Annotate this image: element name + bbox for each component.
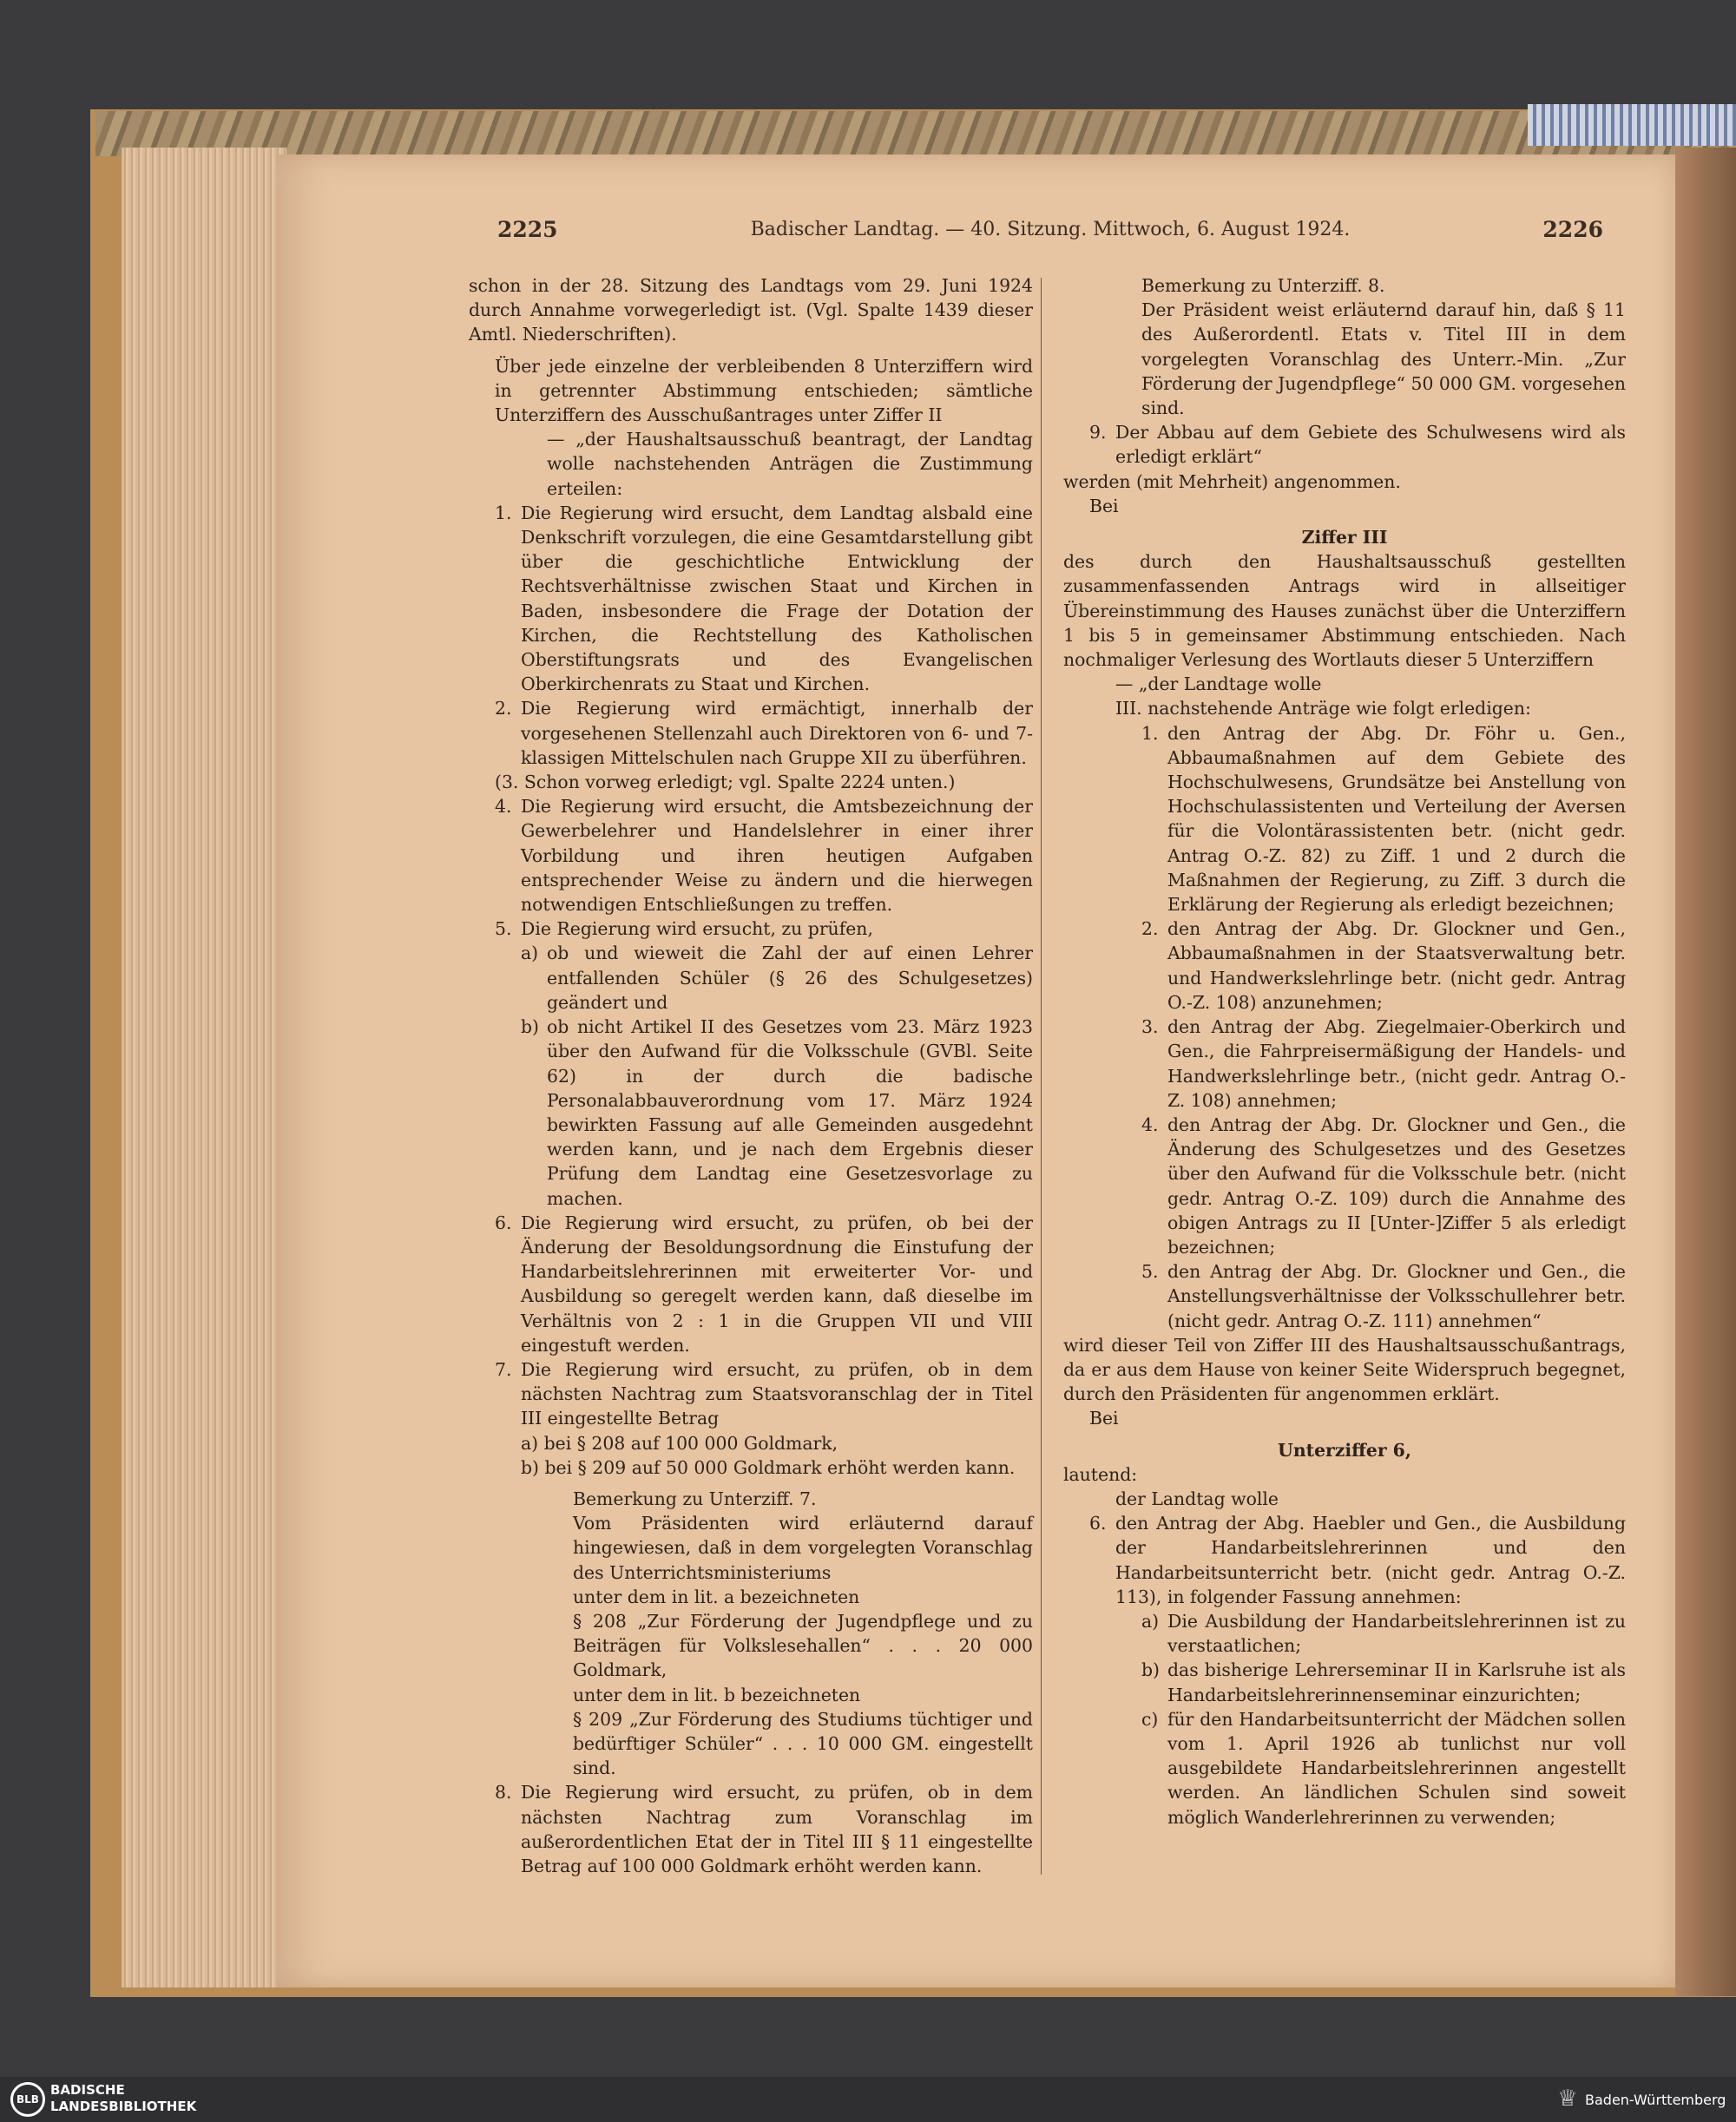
item-number: a)	[1141, 1610, 1160, 1632]
paragraph: schon in der 28. Sitzung des Landtags vom 29. Juni 1924 durch Annahme vorwegerledigt ist. (Vgl. Spalte 1439 dieser Amtl. Niederschriften).	[469, 275, 1033, 345]
paragraph: Ziffer III	[1301, 527, 1388, 549]
paragraph	[1063, 916, 1626, 1015]
item-number: 4.	[1141, 1114, 1159, 1135]
paragraph	[1063, 1707, 1626, 1830]
item-number: 3.	[1141, 1016, 1159, 1038]
paragraph: § 209 „Zur Förderung des Studiums tüchtiger und bedürftiger Schüler“ . . . 10 000 GM. eingestellt sind.	[573, 1708, 1033, 1779]
paragraph	[469, 794, 1033, 916]
paragraph: Vom Präsidenten wird erläuternd darauf hingewiesen, daß in dem vorgelegten Voranschlag des Unterrichtsministeriums	[573, 1513, 1033, 1583]
item-text: den Antrag der Abg. Dr. Glockner und Gen., Abbaumaßnahmen in der Staatsverwaltung betr. und Handwerkslehrlinge betr. (nicht gedr. Antrag O.-Z. 108) anzunehmen;	[1167, 918, 1626, 1013]
paragraph: b) bei § 209 auf 50 000 Goldmark erhöht werden kann.	[521, 1456, 1016, 1478]
paragraph	[1063, 1113, 1626, 1259]
item-text: Die Regierung wird ersucht, zu prüfen, ob in dem nächsten Nachtrag zum Staatsvoranschlag der in Titel III eingestellte Betrag	[521, 1358, 1033, 1429]
state-name[interactable]: Baden-Württemberg	[1585, 2092, 1726, 2108]
item-text: Die Regierung wird ersucht, dem Landtag alsbald eine Denkschrift vorzulegen, die eine Gesamtdarstellung gibt über die geschichtliche Entwicklung der Rechtsverhältnisse zwischen Staat und Kirchen in Baden, insbesondere die Frage der Dotation der Kirchen, die Rechtstellung des Katholischen Oberstiftungsrats und des Evangelischen Oberkirchenrats zu Staat und Kirchen.	[521, 502, 1033, 695]
paragraph	[469, 941, 1033, 1015]
paragraph	[469, 696, 1033, 770]
paragraph: Über jede einzelne der verbleibenden 8 Unterziffern wird in getrennter Abstimmung entschieden; sämtliche Unterziffern des Ausschußantrages unter Ziffer II	[495, 355, 1033, 426]
item-text: Die Regierung wird ersucht, zu prüfen,	[521, 918, 873, 940]
paragraph: werden (mit Mehrheit) angenommen.	[1063, 470, 1401, 492]
paragraph: Bei	[1089, 1408, 1119, 1429]
left-column	[469, 273, 1033, 1879]
paragraph	[1063, 1609, 1626, 1658]
paragraph	[469, 1015, 1033, 1211]
item-text: den Antrag der Abg. Ziegelmaier-Oberkirch und Gen., die Fahrpreisermäßigung der Handels- und Handwerkslehrlinge betr., (nicht gedr. Antrag O.-Z. 108) annehmen;	[1167, 1016, 1626, 1111]
footer-bar	[0, 2077, 1736, 2122]
right-page-number: 2226	[1542, 217, 1603, 242]
item-text: für den Handarbeitsunterricht der Mädchen sollen vom 1. April 1926 ab tunlichst nur voll ausgebildete Handarbeitslehrerinnen angestellt werden. An ländlichen Schulen sind soweit möglich Wanderlehrerinnen zu verwenden;	[1167, 1708, 1626, 1828]
item-number: 1.	[495, 502, 512, 523]
paragraph: des durch den Haushaltsausschuß gestellten zusammenfassenden Antrags wird in allseitiger Übereinstimmung des Hauses zunächst über die Unterziffern 1 bis 5 in gemeinsamer Abstimmung entschieden. Nach nochmaliger Verlesung des Wortlauts dieser 5 Unterziffern	[1063, 551, 1626, 671]
item-text: Die Regierung wird ersucht, zu prüfen, ob in dem nächsten Nachtrag zum Voranschlag im außerordentlichen Etat der in Titel III § 11 eingestellte Betrag auf 100 000 Goldmark erhöht werden kann.	[521, 1782, 1033, 1876]
item-number: 6.	[495, 1212, 512, 1233]
item-text: Die Regierung wird ermächtigt, innerhalb der vorgesehenen Stellenzahl auch Direktoren von 6- und 7-klassigen Mittelschulen nach Gruppe XII zu überführen.	[521, 698, 1033, 768]
paragraph: unter dem in lit. a bezeichneten	[573, 1586, 860, 1607]
marbled-board	[95, 111, 1736, 156]
item-text: den Antrag der Abg. Haebler und Gen., die Ausbildung der Handarbeitslehrerinnen und den Handarbeitsunterricht betr. (nicht gedr. Antrag O.-Z. 113), in folgender Fassung annehmen:	[1115, 1513, 1626, 1607]
header-title: Badischer Landtag. — 40. Sitzung. Mittwoch, 6. August 1924.	[750, 219, 1351, 240]
column-rule	[1041, 278, 1042, 1875]
paragraph: wird dieser Teil von Ziffer III des Haushaltsausschußantrags, da er aus dem Hause von keiner Seite Widerspruch begegnet, durch den Präsidenten für angenommen erklärt.	[1063, 1334, 1626, 1405]
paragraph	[1063, 721, 1626, 917]
paragraph: unter dem in lit. b bezeichneten	[573, 1684, 861, 1705]
item-number: 2.	[495, 698, 512, 719]
paragraph: — „der Haushaltsausschuß beantragt, der Landtag wolle nachstehenden Anträgen die Zustimmung erteilen:	[547, 429, 1033, 499]
library-name-line2: LANDESBIBLIOTHEK	[50, 2099, 197, 2114]
item-text: das bisherige Lehrerseminar II in Karlsruhe ist als Handarbeitslehrerinnenseminar einzurichten;	[1167, 1659, 1626, 1705]
item-text: Die Regierung wird ersucht, die Amtsbezeichnung der Gewerbelehrer und Handelslehrer in einer ihrer Vorbildung und ihren heutigen Aufgaben entsprechender Weise zu ändern und die hierwegen notwendigen Entschließungen zu treffen.	[521, 796, 1033, 916]
paragraph: (3. Schon vorweg erledigt; vgl. Spalte 2224 unten.)	[495, 772, 956, 793]
page-edges	[122, 148, 286, 1987]
paragraph	[469, 1357, 1033, 1431]
paragraph	[1063, 1259, 1626, 1333]
item-text: Der Abbau auf dem Gebiete des Schulwesens wird als erledigt erklärt“	[1115, 422, 1626, 468]
facing-page-edge	[1675, 148, 1736, 1996]
paragraph: Bemerkung zu Unterziff. 7.	[573, 1488, 817, 1509]
paragraph: § 208 „Zur Förderung der Jugendpflege und zu Beiträgen für Volkslesehallen“ . . . 20 000 Goldmark,	[573, 1610, 1033, 1681]
paragraph: — „der Landtage wolle	[1115, 673, 1322, 695]
left-page-number: 2225	[497, 217, 558, 242]
paragraph: lautend:	[1063, 1463, 1138, 1485]
item-text: den Antrag der Abg. Dr. Glockner und Gen., die Anstellungsverhältnisse der Volksschullehrer betr. (nicht gedr. Antrag O.-Z. 111) annehmen“	[1167, 1261, 1626, 1331]
item-number: b)	[1141, 1659, 1161, 1681]
paragraph	[469, 1211, 1033, 1357]
item-number: 7.	[495, 1358, 512, 1380]
bookmark-ribbon	[1528, 104, 1736, 146]
item-number: 5.	[1141, 1261, 1159, 1283]
item-text: ob und wieweit die Zahl der auf einen Lehrer entfallenden Schüler (§ 26 des Schulgesetzes) geändert und	[547, 943, 1033, 1013]
item-text: den Antrag der Abg. Dr. Glockner und Gen., die Änderung des Schulgesetzes und des Gesetzes über den Aufwand für die Volksschule betr. (nicht gedr. Antrag O.-Z. 109) durch die Annahme des obigen Antrags zu II [Unter-]Ziffer 5 als erledigt bezeichnen;	[1167, 1114, 1626, 1258]
paragraph: der Landtag wolle	[1115, 1488, 1279, 1509]
item-number: 6.	[1089, 1513, 1107, 1534]
paragraph	[469, 501, 1033, 697]
item-text: Die Ausbildung der Handarbeitslehrerinnen ist zu verstaatlichen;	[1167, 1610, 1626, 1657]
item-number: b)	[521, 1016, 540, 1038]
paragraph: Bemerkung zu Unterziff. 8.	[1141, 275, 1385, 296]
paragraph: a) bei § 208 auf 100 000 Goldmark,	[521, 1432, 838, 1454]
paragraph: III. nachstehende Anträge wie folgt erledigen:	[1115, 698, 1531, 719]
paragraph	[1063, 1511, 1626, 1609]
item-number: 5.	[495, 918, 512, 940]
paragraph	[469, 916, 1033, 941]
item-number: 1.	[1141, 722, 1159, 744]
paragraph	[1063, 1015, 1626, 1113]
paragraph	[1063, 420, 1626, 469]
item-number: 8.	[495, 1782, 512, 1803]
paragraph: Bei	[1089, 495, 1119, 516]
item-number: 9.	[1089, 422, 1107, 443]
item-text: ob nicht Artikel II des Gesetzes vom 23. März 1923 über den Aufwand für die Volksschule (GVBl. Seite 62) in der durch die badische Personalabbauverordnung vom 17. März 1924 bewirkten Fassung auf alle Gemeinden ausgedehnt werden kann, und je nach dem Ergebnis dieser Prüfung dem Landtag eine Gesetzesvorlage zu machen.	[547, 1016, 1033, 1209]
item-number: c)	[1141, 1708, 1159, 1730]
item-number: 2.	[1141, 918, 1159, 940]
library-name-line1: BADISCHE	[50, 2082, 125, 2098]
paragraph	[469, 1780, 1033, 1878]
paragraph: Unterziffer 6,	[1278, 1439, 1411, 1461]
item-number: 4.	[495, 796, 512, 818]
running-header	[490, 217, 1610, 252]
item-text: den Antrag der Abg. Dr. Föhr u. Gen., Abbaumaßnahmen auf dem Gebiete des Hochschulwesens, Grundsätze bei Anstellung von Hochschulassistenten und Verteilung der Aversen für die Volontärassistenten betr. (nicht gedr. Antrag O.-Z. 82) zu Ziff. 1 und 2 durch die Maßnahmen der Regierung, zu Ziff. 3 durch die Erklärung der Regierung als erledigt bezeichnen;	[1167, 722, 1626, 916]
paragraph	[1063, 1658, 1626, 1706]
library-name[interactable]	[50, 2082, 196, 2115]
item-number: a)	[521, 943, 539, 964]
blb-logo-icon[interactable]: BLB	[10, 2082, 45, 2117]
right-column	[1063, 273, 1626, 1879]
item-text: Die Regierung wird ersucht, zu prüfen, ob bei der Änderung der Besoldungsordnung die Einstufung der Handarbeitslehrerinnen mit erweiterter Vor- und Ausbildung so geregelt werden kann, daß dieselbe im Verhältnis von 2 : 1 in die Gruppen VII und VIII eingestuft werden.	[521, 1212, 1033, 1356]
state-crest-icon[interactable]: ♕	[1557, 2086, 1578, 2112]
paragraph: Der Präsident weist erläuternd darauf hin, daß § 11 des Außerordentl. Etats v. Titel III in dem vorgelegten Voranschlag des Unterr.-Min. „Zur Förderung der Jugendpflege“ 50 000 GM. vorgesehen sind.	[1141, 299, 1626, 419]
